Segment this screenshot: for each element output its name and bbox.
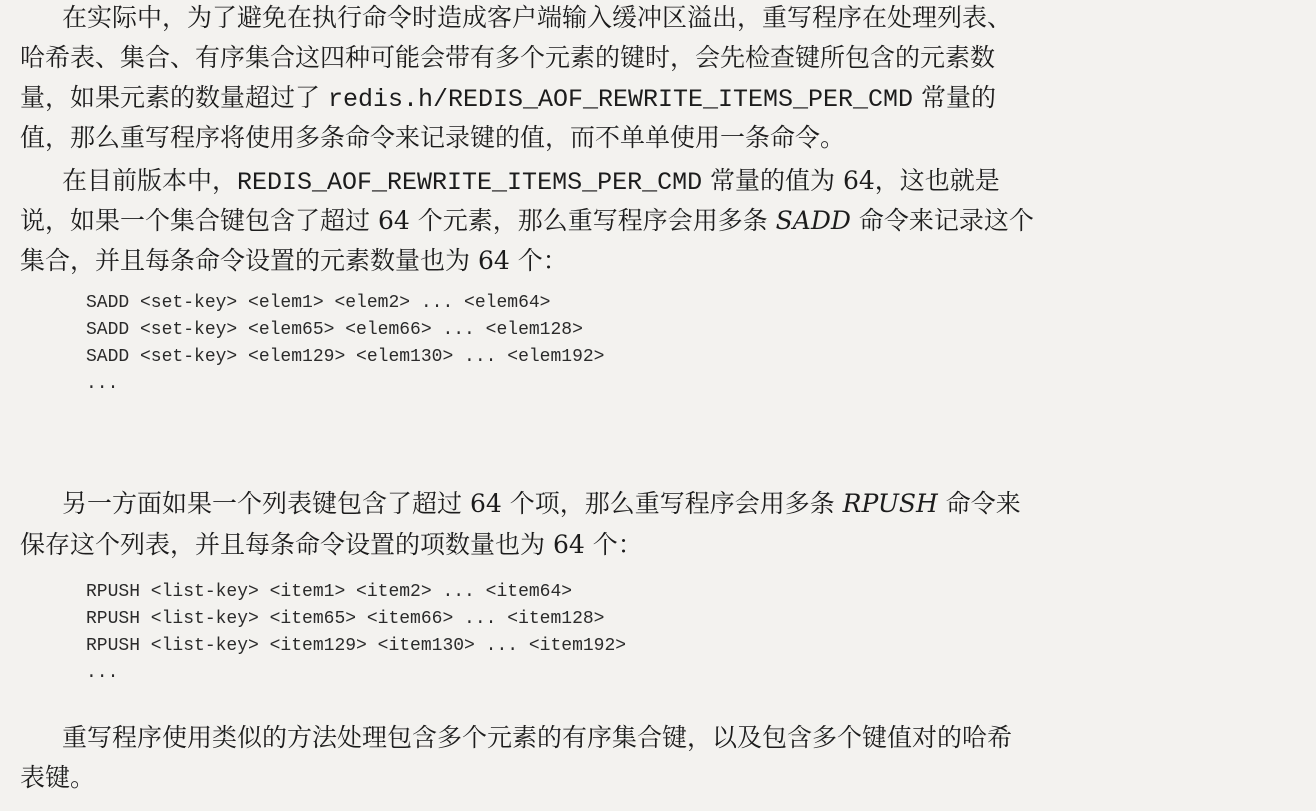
para2-line2 — [20, 206, 1034, 236]
code-line: SADD <set-key> <elem1> <elem2> ... <elem64> — [86, 293, 551, 313]
code-line: SADD <set-key> <elem129> <elem130> ... <elem192> — [86, 347, 605, 367]
para2-line2-tail: 命令来记录这个 — [850, 206, 1034, 235]
code-line: ... — [86, 663, 119, 683]
para2-line1-text: 在目前版本中， — [62, 166, 238, 195]
para2-line2-text: 说，如果一个集合键包含了超过 64 个元素，那么重写程序会用多条 — [20, 206, 776, 235]
inline-code-constant: redis.h/REDIS_AOF_REWRITE_ITEMS_PER_CMD — [327, 85, 914, 114]
code-line: RPUSH <list-key> <item1> <item2> ... <item64> — [86, 582, 573, 602]
code-line: ... — [86, 374, 119, 394]
inline-code-constant: REDIS_AOF_REWRITE_ITEMS_PER_CMD — [237, 168, 703, 197]
inline-command-sadd: SADD — [775, 206, 851, 235]
para3-line1 — [62, 489, 1021, 519]
code-line: SADD <set-key> <elem65> <elem66> ... <elem128> — [86, 320, 583, 340]
para1-line3 — [20, 83, 996, 115]
para1-line2: 哈希表、集合、有序集合这四种可能会带有多个元素的键时，会先检查键所包含的元素数 — [20, 43, 996, 72]
code-block-rpush — [86, 579, 626, 687]
para2-line1-tail: 常量的值为 64，这也就是 — [702, 166, 1000, 195]
inline-command-rpush: RPUSH — [842, 489, 938, 518]
code-block-sadd — [86, 290, 604, 398]
para1-line4: 值，那么重写程序将使用多条命令来记录键的值，而不单单使用一条命令。 — [20, 123, 846, 152]
para1-line3-text: 量，如果元素的数量超过了 — [20, 83, 328, 112]
para1-line1: 在实际中，为了避免在执行命令时造成客户端输入缓冲区溢出，重写程序在处理列表、 — [62, 3, 1013, 32]
para2-line1 — [62, 166, 1000, 198]
code-line: RPUSH <list-key> <item65> <item66> ... <item128> — [86, 609, 605, 629]
para4-line1: 重写程序使用类似的方法处理包含多个元素的有序集合键，以及包含多个键值对的哈希 — [62, 723, 1013, 752]
para1-line3-tail: 常量的 — [913, 83, 997, 112]
para4-line2: 表键。 — [20, 763, 96, 792]
code-line: RPUSH <list-key> <item129> <item130> ... <item192> — [86, 636, 627, 656]
para3-line2: 保存这个列表，并且每条命令设置的项数量也为 64 个： — [20, 530, 643, 559]
para2-line3: 集合，并且每条命令设置的元素数量也为 64 个： — [20, 246, 568, 275]
para3-line1-text: 另一方面如果一个列表键包含了超过 64 个项，那么重写程序会用多条 — [62, 489, 843, 518]
para3-line1-tail: 命令来 — [937, 489, 1021, 518]
